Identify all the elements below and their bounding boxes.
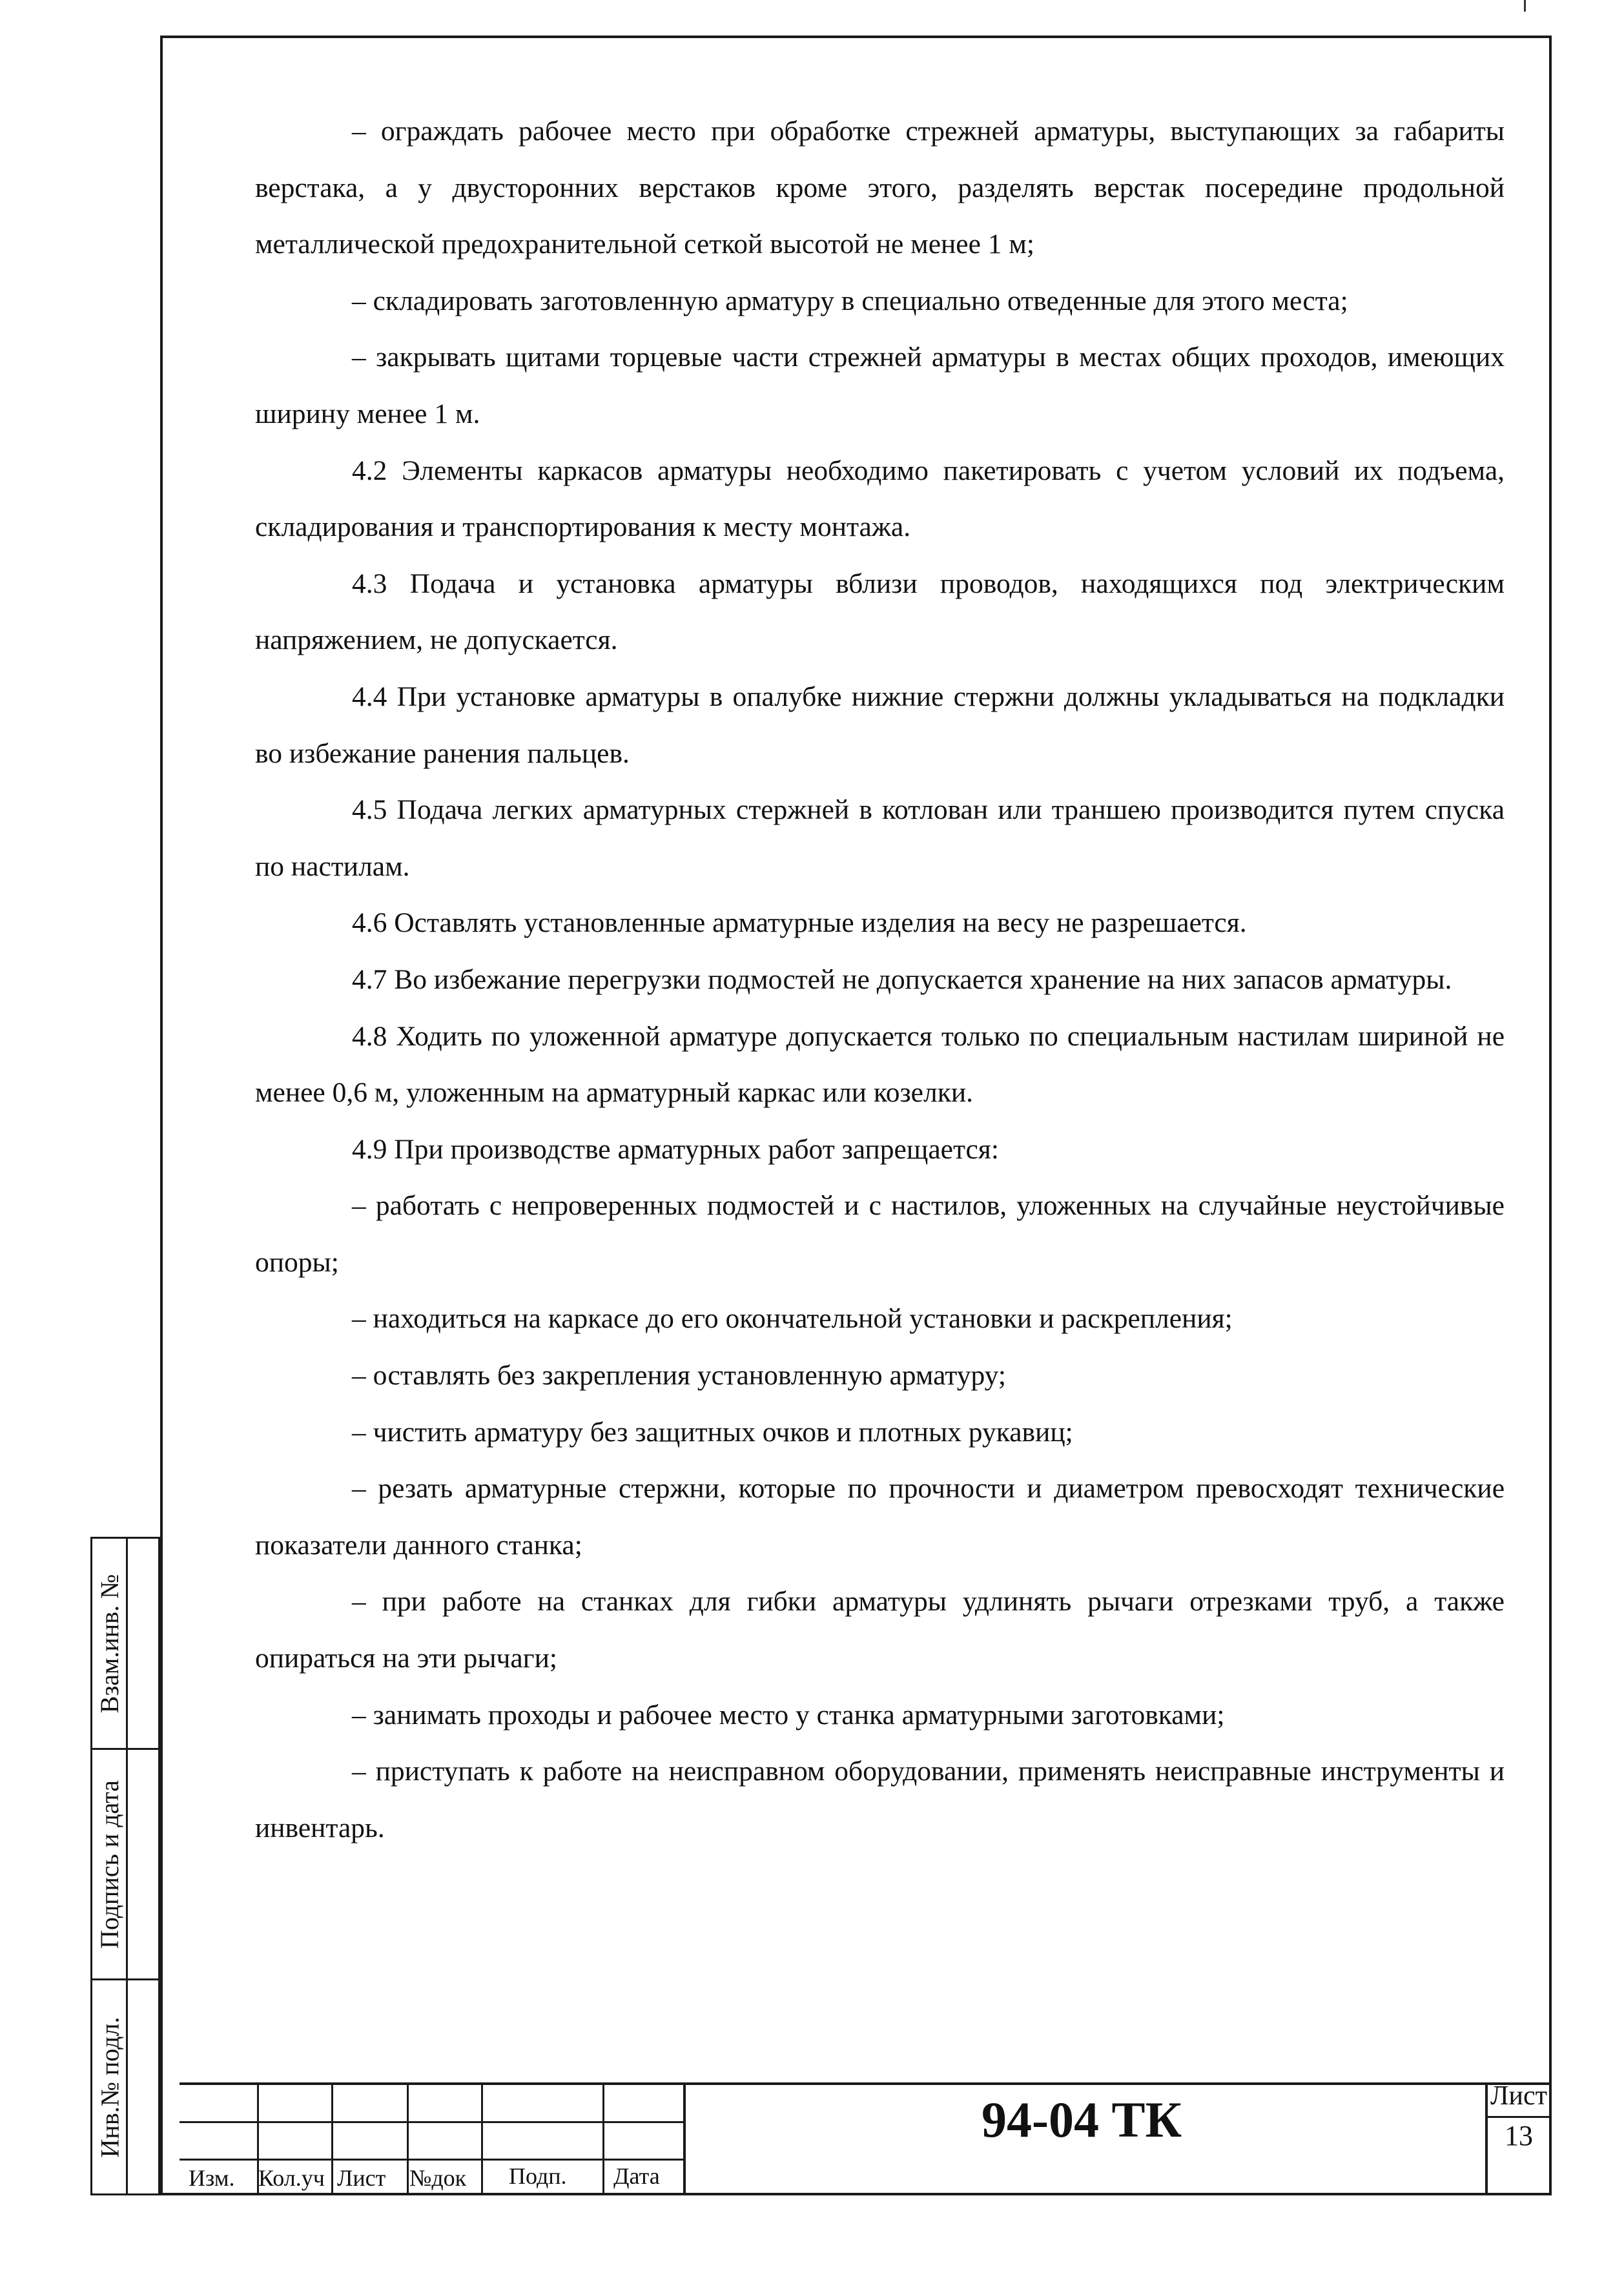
paragraph: – приступать к работе на неисправном оборудовании, применять неисправные инструменты и инвентарь. <box>255 1756 1505 1844</box>
document-body <box>255 103 1505 1856</box>
paragraph: 4.4 При установке арматуры в опалубке нижние стержни должны укладываться на подкладки во избежание ранения пальцев. <box>255 681 1505 769</box>
paragraph: – складировать заготовленную арматуру в специально отведенные для этого места; <box>352 285 1348 316</box>
stamp-cell-inv-zam <box>90 1537 160 1750</box>
col-podp-label: Подп. <box>509 2163 567 2189</box>
paragraph: – занимать проходы и рабочее место у станка арматурными заготовками; <box>352 1699 1225 1731</box>
paragraph: – при работе на станках для гибки арматуры удлинять рычаги отрезками труб, а также опираться на эти рычаги; <box>255 1586 1505 1674</box>
col-izm-label: Изм. <box>189 2165 235 2191</box>
paragraph: 4.6 Оставлять установленные арматурные изделия на весу не разрешается. <box>352 907 1247 939</box>
sheet-label: Лист <box>1490 2081 1547 2111</box>
col-kol-label: Кол.уч <box>258 2165 325 2191</box>
paragraph: 4.7 Во избежание перегрузки подмостей не допускается хранение на них запасов арматуры. <box>352 963 1452 995</box>
stamp-label-inv-zam: Взам.инв. № <box>95 1574 125 1713</box>
paragraph: – резать арматурные стержни, которые по прочности и диаметром превосходят технические показатели данного станка; <box>255 1473 1505 1561</box>
stamp-cell-inv-podl <box>90 1978 160 2195</box>
paragraph: 4.8 Ходить по уложенной арматуре допускается только по специальным настилам шириной не менее 0,6 м, уложенным на арматурный каркас или козелки. <box>255 1020 1505 1109</box>
paragraph: – закрывать щитами торцевые части стрежней арматуры в местах общих проходов, имеющих ширину менее 1 м. <box>255 342 1505 429</box>
paragraph: 4.9 При производстве арматурных работ запрещается: <box>352 1133 999 1165</box>
paragraph: 4.3 Подача и установка арматуры вблизи проводов, находящихся под электрическим напряжением, не допускается. <box>255 568 1505 656</box>
sheet-number: 13 <box>1505 2120 1533 2152</box>
col-ndok-label: №док <box>409 2165 467 2191</box>
stamp-label-inv-podl: Инв.№ подл. <box>95 2017 125 2157</box>
paragraph: – ограждать рабочее место при обработке стрежней арматуры, выступающих за габариты верстака, а у двусторонних верстаков кроме этого, разделять верстак посередине продольной металлической предохранительной сеткой высотой не менее 1 м; <box>255 116 1505 260</box>
paragraph: 4.2 Элементы каркасов арматуры необходимо пакетировать с учетом условий их подъема, складирования и транспортирования к месту монтажа. <box>255 455 1505 543</box>
stamp-label-sign-date: Подпись и дата <box>95 1780 125 1949</box>
paragraph: 4.5 Подача легких арматурных стержней в котлован или траншею производится путем спуска по настилам. <box>255 794 1505 882</box>
stamp-cell-sign-date <box>90 1748 160 1980</box>
paragraph: – чистить арматуру без защитных очков и плотных рукавиц; <box>352 1416 1073 1448</box>
side-stamp <box>90 1537 160 2195</box>
document-code: 94-04 ТК <box>981 2091 1182 2148</box>
paragraph: – находиться на каркасе до его окончательной установки и раскрепления; <box>352 1303 1233 1335</box>
paragraph: – оставлять без закрепления установленную арматуру; <box>352 1360 1006 1392</box>
col-data-label: Дата <box>613 2163 660 2189</box>
col-list-label: Лист <box>337 2165 386 2191</box>
corner-mark <box>1524 0 1545 12</box>
paragraph: – работать с непроверенных подмостей и с настилов, уложенных на случайные неустойчивые опоры; <box>255 1190 1505 1278</box>
